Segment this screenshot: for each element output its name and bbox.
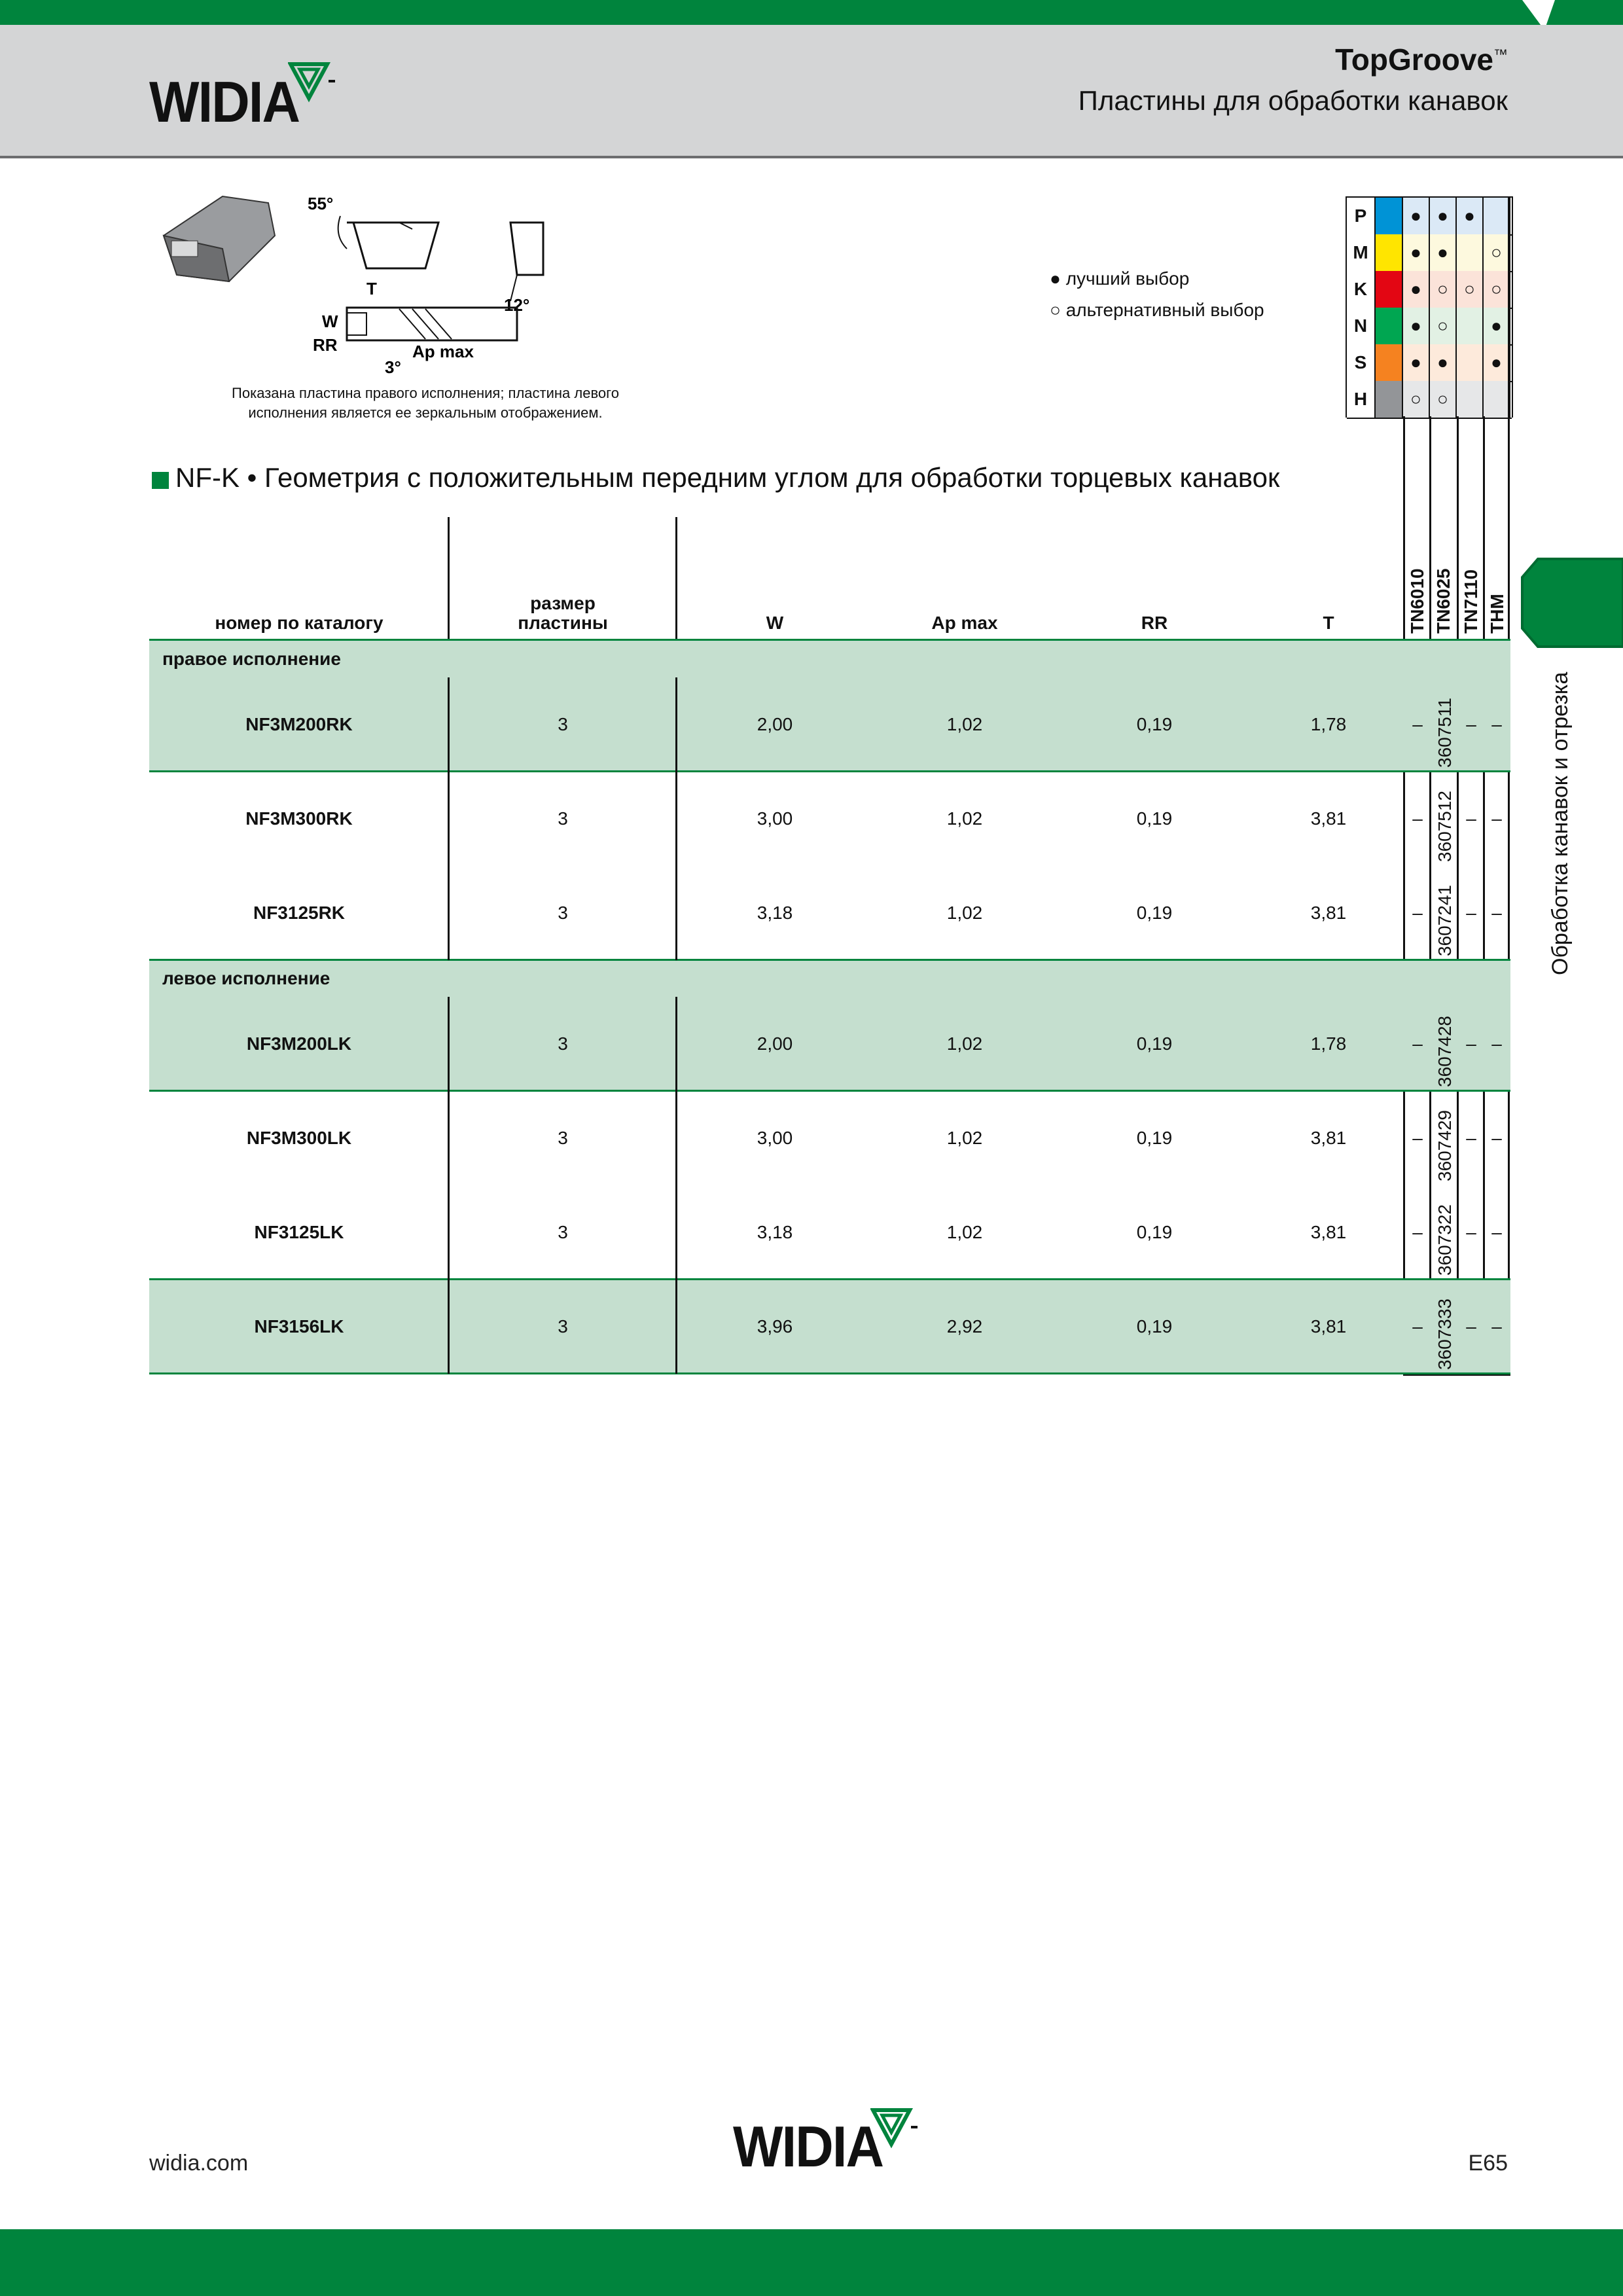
material-mark: ● xyxy=(1430,234,1457,271)
material-mark xyxy=(1457,234,1484,271)
material-color-swatch xyxy=(1376,198,1403,234)
grade-dash: – xyxy=(1466,1128,1476,1148)
value-rr: 0,19 xyxy=(1136,903,1173,923)
insert-size: 3 xyxy=(558,714,568,734)
material-mark: ○ xyxy=(1457,271,1484,308)
grade-order-code: 3607322 xyxy=(1435,1204,1455,1276)
legend-alternative: ○ альтернативный выбор xyxy=(1050,300,1264,320)
material-mark xyxy=(1484,381,1510,418)
group-label: правое исполнение xyxy=(162,649,341,669)
value-ap: 2,92 xyxy=(946,1316,983,1336)
material-mark: ● xyxy=(1403,308,1430,344)
value-rr: 0,19 xyxy=(1136,1128,1173,1148)
grade-order-code: 3607428 xyxy=(1435,1015,1455,1087)
material-mark: ○ xyxy=(1430,271,1457,308)
grade-dash: – xyxy=(1466,903,1476,923)
label-w: W xyxy=(322,312,338,331)
material-mark: ● xyxy=(1403,271,1430,308)
value-rr: 0,19 xyxy=(1136,808,1173,829)
grade-dash: – xyxy=(1466,1222,1476,1242)
grade-dash: – xyxy=(1491,1033,1502,1054)
page-number: E65 xyxy=(1468,2151,1508,2176)
material-mark xyxy=(1457,381,1484,418)
material-letter: M xyxy=(1347,234,1376,271)
insert-size: 3 xyxy=(558,1128,568,1148)
material-color-swatch xyxy=(1376,381,1403,418)
section-title: NF-K • Геометрия с положительным передним углом для обработки торцевых канавок xyxy=(175,462,1280,493)
logo-text: WIDIA xyxy=(149,69,300,134)
insert-size: 3 xyxy=(558,1222,568,1242)
material-mark: ○ xyxy=(1430,381,1457,418)
catalog-size-divider xyxy=(448,517,450,639)
grade-order-code: 3607512 xyxy=(1435,790,1455,862)
header-rr: RR xyxy=(1141,613,1168,633)
widia-triangle-logo-icon xyxy=(288,62,340,107)
grade-dash: – xyxy=(1412,808,1423,829)
grade-dash: – xyxy=(1412,1033,1423,1054)
material-mark xyxy=(1457,344,1484,381)
grade-dash: – xyxy=(1466,808,1476,829)
material-mark: ● xyxy=(1484,344,1510,381)
value-t: 3,81 xyxy=(1310,1222,1347,1242)
material-mark: ● xyxy=(1430,198,1457,234)
material-mark: ○ xyxy=(1403,381,1430,418)
material-mark: ● xyxy=(1457,198,1484,234)
value-w: 2,00 xyxy=(757,1033,793,1054)
value-w: 3,00 xyxy=(757,1128,793,1148)
label-ap-max: Ap max xyxy=(412,342,474,361)
brand-subtitle: Пластины для обработки канавок xyxy=(1078,85,1508,116)
row-divider xyxy=(149,1278,1510,1280)
grade-dash: – xyxy=(1491,1316,1502,1336)
material-mark xyxy=(1457,308,1484,344)
grade-header-thm: THM xyxy=(1487,594,1507,634)
catalog-number: NF3M300RK xyxy=(245,808,353,829)
row-divider xyxy=(149,770,1510,772)
row-divider xyxy=(149,1090,1510,1092)
material-letter: K xyxy=(1347,271,1376,308)
grade-order-code: 3607333 xyxy=(1435,1298,1455,1370)
insert-size: 3 xyxy=(558,1033,568,1054)
grade-order-code: 3607241 xyxy=(1435,884,1455,956)
group-band xyxy=(149,960,1510,1091)
material-mark: ○ xyxy=(1484,271,1510,308)
catalog-number: NF3M200LK xyxy=(246,1033,352,1054)
insert-size: 3 xyxy=(558,903,568,923)
section-marker-icon xyxy=(152,472,169,489)
grade-dash: – xyxy=(1412,1222,1423,1242)
group-label: левое исполнение xyxy=(162,968,330,988)
side-tab-label: Обработка канавок и отрезка xyxy=(1548,672,1573,975)
grade-dash: – xyxy=(1466,714,1476,734)
value-t: 3,81 xyxy=(1310,808,1347,829)
value-rr: 0,19 xyxy=(1136,1316,1173,1336)
grade-dash: – xyxy=(1491,1128,1502,1148)
footer-site[interactable]: widia.com xyxy=(149,2151,249,2176)
group-band xyxy=(149,641,1510,772)
material-mark: ● xyxy=(1403,234,1430,271)
material-letter: N xyxy=(1347,308,1376,344)
material-letter: P xyxy=(1347,198,1376,234)
value-t: 1,78 xyxy=(1310,1033,1347,1054)
insert-drawing xyxy=(151,190,596,380)
material-row-m xyxy=(1347,234,1512,272)
grade-dash: – xyxy=(1491,1222,1502,1242)
value-ap: 1,02 xyxy=(946,1033,983,1054)
value-ap: 1,02 xyxy=(946,1128,983,1148)
label-t: T xyxy=(366,279,377,298)
value-t: 3,81 xyxy=(1310,1128,1347,1148)
material-color-swatch xyxy=(1376,234,1403,271)
material-mark: ○ xyxy=(1430,308,1457,344)
material-row-s xyxy=(1347,344,1512,382)
value-rr: 0,19 xyxy=(1136,714,1173,734)
material-mark: ● xyxy=(1430,344,1457,381)
material-matrix xyxy=(1346,196,1513,418)
value-rr: 0,19 xyxy=(1136,1033,1173,1054)
value-ap: 1,02 xyxy=(946,903,983,923)
catalog-number: NF3M300LK xyxy=(246,1128,352,1148)
material-row-k xyxy=(1347,271,1512,309)
material-mark: ● xyxy=(1484,308,1510,344)
material-letter: H xyxy=(1347,381,1376,418)
material-color-swatch xyxy=(1376,308,1403,344)
grade-header-tn7110: TN7110 xyxy=(1461,569,1481,634)
label-rr: RR xyxy=(313,335,338,355)
grade-dash: – xyxy=(1412,1316,1423,1336)
grade-dash: – xyxy=(1491,714,1502,734)
material-mark: ● xyxy=(1403,344,1430,381)
drawing-caption: Показана пластина правого исполнения; пластина левого исполнения является ее зеркальным отображением. xyxy=(232,385,619,421)
angle-3-label: 3° xyxy=(385,357,401,377)
grade-dash: – xyxy=(1466,1316,1476,1336)
value-ap: 1,02 xyxy=(946,808,983,829)
legend-best: ● лучший выбор xyxy=(1050,268,1190,289)
footer-triangle-logo-icon xyxy=(870,2108,923,2153)
row-divider xyxy=(149,1372,1510,1374)
insert-3d-icon xyxy=(164,196,275,281)
value-ap: 1,02 xyxy=(946,714,983,734)
material-mark: ● xyxy=(1403,198,1430,234)
grade-order-code: 3607429 xyxy=(1435,1109,1455,1181)
value-w: 3,96 xyxy=(757,1316,793,1336)
grade-header-tn6025: TN6025 xyxy=(1433,568,1454,634)
value-w: 3,18 xyxy=(757,1222,793,1242)
insert-size: 3 xyxy=(558,1316,568,1336)
catalog-number: NF3125LK xyxy=(254,1222,344,1242)
angle-12-label: 12° xyxy=(504,295,530,315)
size-w-divider xyxy=(675,517,677,639)
header-catalog: номер по каталогу xyxy=(215,613,383,633)
material-row-p xyxy=(1347,198,1512,236)
angle-55-label: 55° xyxy=(308,194,334,213)
header-t: T xyxy=(1323,613,1334,633)
value-w: 3,00 xyxy=(757,808,793,829)
header-w: W xyxy=(766,613,784,633)
material-row-n xyxy=(1347,308,1512,346)
header-ap: Ap max xyxy=(931,613,998,633)
value-ap: 1,02 xyxy=(946,1222,983,1242)
material-letter: S xyxy=(1347,344,1376,381)
footer-logo-text: WIDIA xyxy=(733,2114,883,2179)
grade-dash: – xyxy=(1412,903,1423,923)
material-color-swatch xyxy=(1376,271,1403,308)
header-size-line1: размер xyxy=(530,593,596,613)
bottom-stripe xyxy=(0,2229,1623,2296)
grade-dash: – xyxy=(1412,1128,1423,1148)
catalog-number: NF3M200RK xyxy=(245,714,353,734)
top-stripe xyxy=(0,0,1623,25)
grade-header-tn6010: TN6010 xyxy=(1407,568,1427,634)
value-t: 3,81 xyxy=(1310,1316,1347,1336)
grade-dash: – xyxy=(1491,903,1502,923)
group-divider xyxy=(149,959,1510,961)
side-tab xyxy=(1520,556,1623,649)
material-mark xyxy=(1484,198,1510,234)
grade-order-code: 3607511 xyxy=(1435,698,1455,768)
value-w: 3,18 xyxy=(757,903,793,923)
brand-title: TopGroove™ xyxy=(1335,43,1508,77)
material-row-h xyxy=(1347,381,1512,419)
product-table xyxy=(149,517,1510,1376)
material-mark: ○ xyxy=(1484,234,1510,271)
insert-size: 3 xyxy=(558,808,568,829)
grade-dash: – xyxy=(1412,714,1423,734)
value-t: 1,78 xyxy=(1310,714,1347,734)
catalog-number: NF3156LK xyxy=(254,1316,344,1336)
material-color-swatch xyxy=(1376,344,1403,381)
header-divider xyxy=(149,639,1510,641)
grade-dash: – xyxy=(1466,1033,1476,1054)
value-t: 3,81 xyxy=(1310,903,1347,923)
value-rr: 0,19 xyxy=(1136,1222,1173,1242)
header-size-line2: пластины xyxy=(518,613,608,633)
grade-dash: – xyxy=(1491,808,1502,829)
catalog-number: NF3125RK xyxy=(253,903,346,923)
value-w: 2,00 xyxy=(757,714,793,734)
